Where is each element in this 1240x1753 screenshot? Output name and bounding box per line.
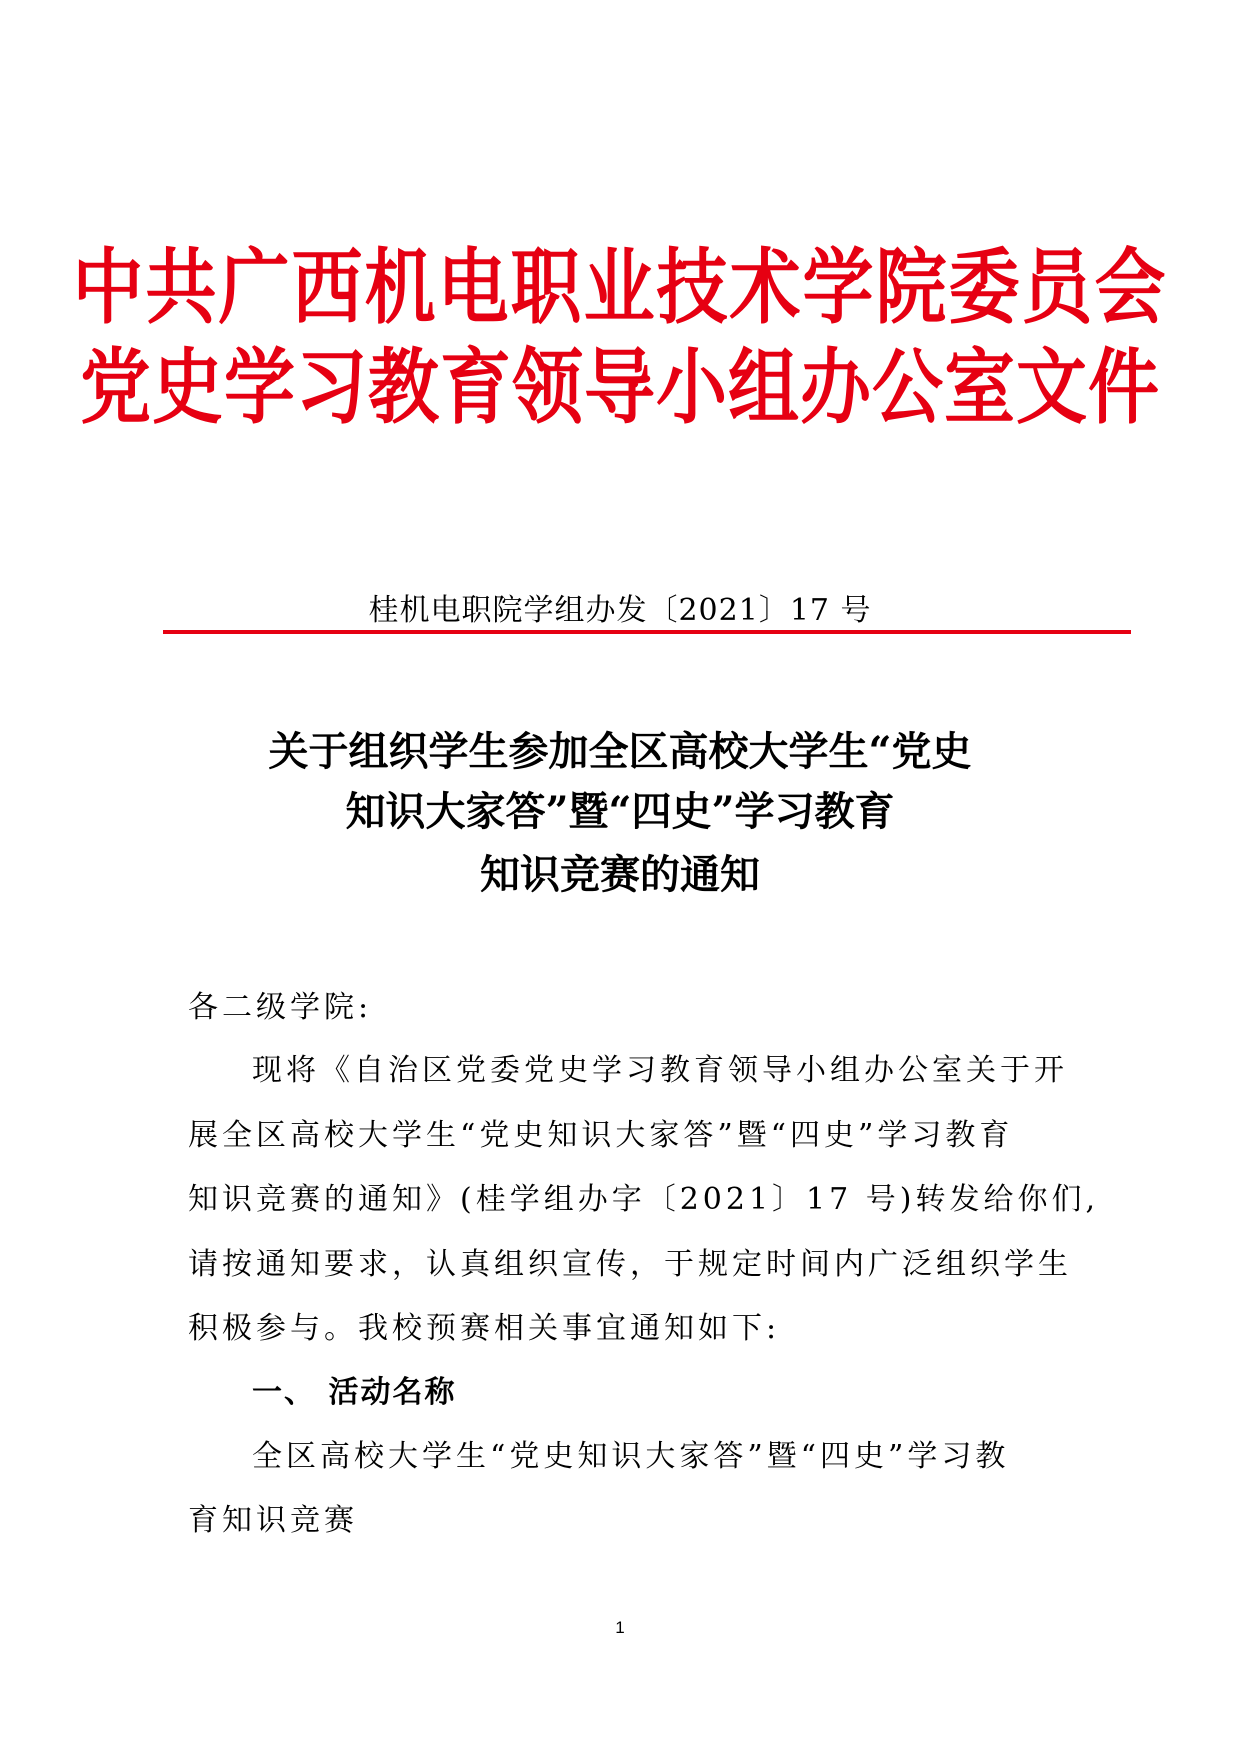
document-number: 桂机电职院学组办发〔2021〕17 号 (368, 593, 872, 628)
paragraph-line: 请按通知要求，认真组织宣传，于规定时间内广泛组织学生 (188, 1247, 1072, 1282)
notice-title-line-3: 知识竞赛的通知 (480, 851, 760, 898)
paragraph-line: 积极参与。我校预赛相关事宜通知如下: (188, 1311, 781, 1346)
page-number: 1 (615, 1618, 625, 1637)
paragraph-line: 全区高校大学生“党史知识大家答”暨“四史”学习教 (252, 1439, 1010, 1474)
section-heading-activity-name: 一、 活动名称 (252, 1375, 457, 1410)
paragraph-line: 育知识竞赛 (188, 1503, 358, 1538)
red-divider-line (163, 630, 1131, 634)
notice-title-line-1: 关于组织学生参加全区高校大学生“党史 (268, 728, 972, 775)
salutation: 各二级学院: (188, 990, 373, 1025)
notice-title-line-2: 知识大家答”暨“四史”学习教育 (345, 788, 895, 835)
document-header-line-1: 中共广西机电职业技术学院委员会 (72, 238, 1168, 336)
paragraph-line: 展全区高校大学生“党史知识大家答”暨“四史”学习教育 (188, 1118, 1014, 1153)
document-header-line-2: 党史学习教育领导小组办公室文件 (79, 338, 1160, 436)
paragraph-line: 知识竞赛的通知》(桂学组办字〔2021〕17 号)转发给你们, (188, 1182, 1100, 1217)
paragraph-line: 现将《自治区党委党史学习教育领导小组办公室关于开 (252, 1053, 1068, 1088)
